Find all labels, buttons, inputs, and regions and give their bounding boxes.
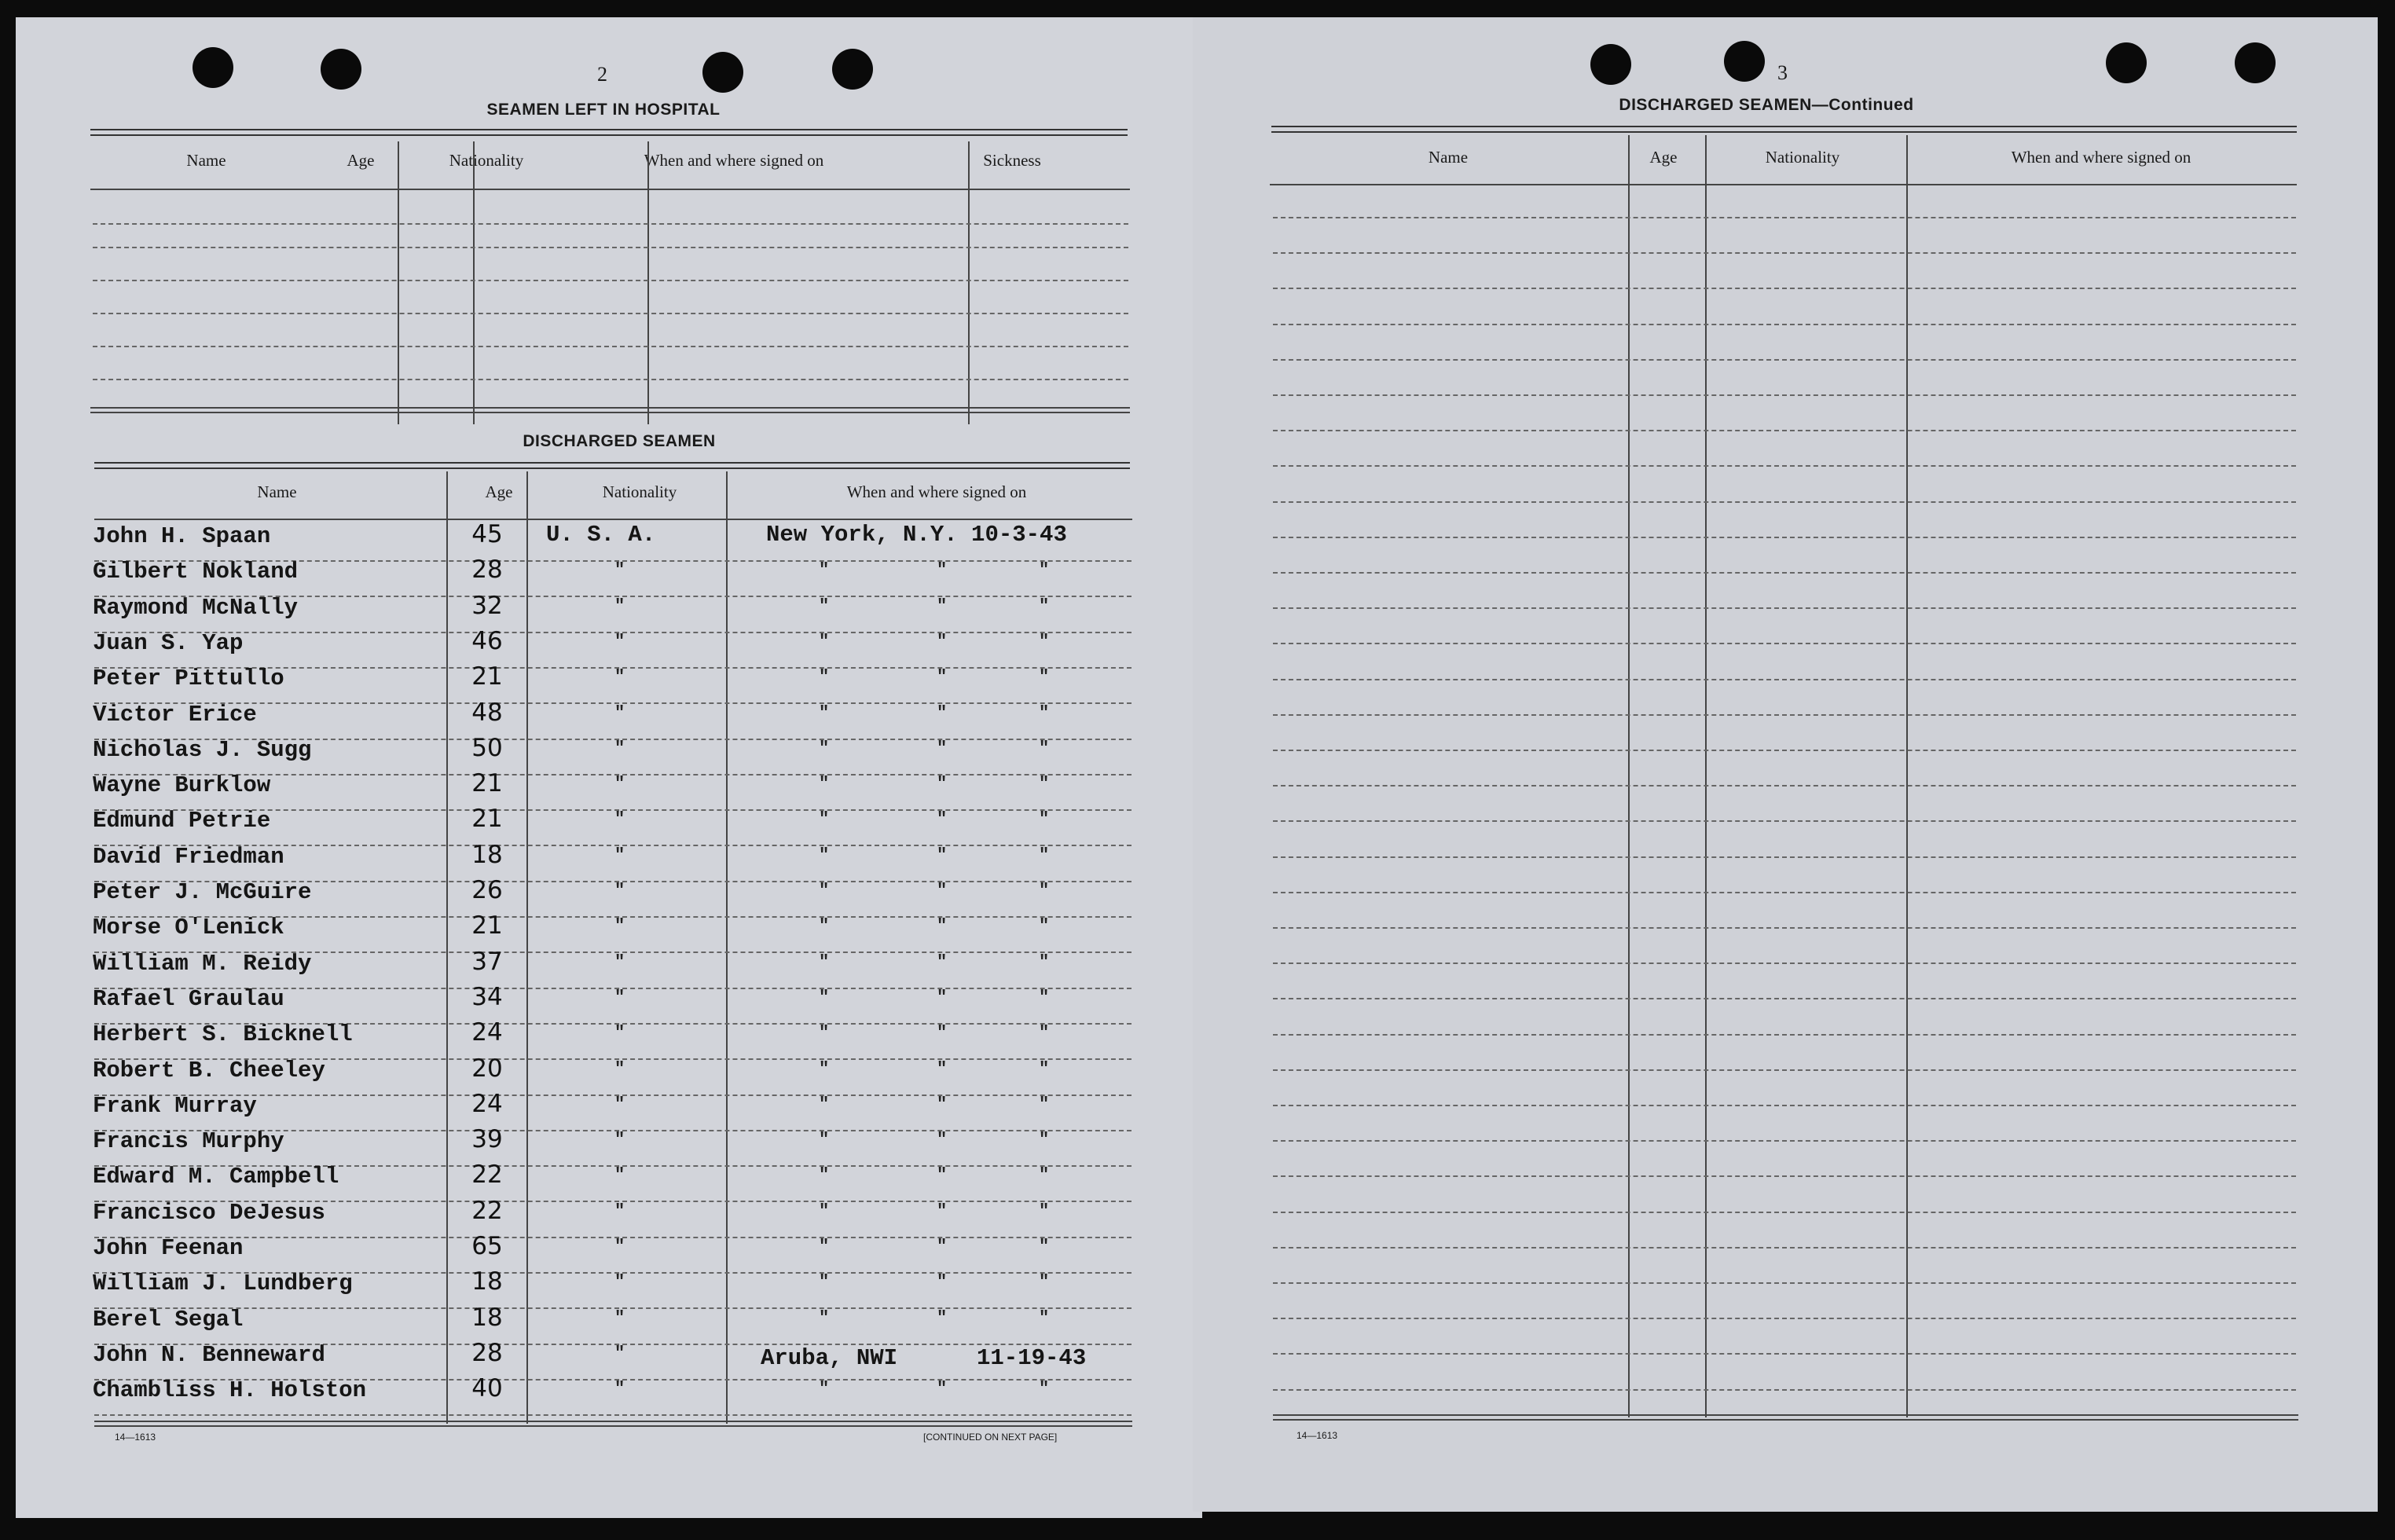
seaman-age: 18 bbox=[471, 841, 503, 869]
ditto-mark: " bbox=[937, 1379, 948, 1399]
header-rule bbox=[90, 189, 1130, 190]
seaman-name: Raymond McNally bbox=[93, 595, 299, 621]
right-page bbox=[1193, 17, 2378, 1512]
ditto-mark: " bbox=[614, 1130, 625, 1150]
rule bbox=[1271, 126, 2297, 133]
ruled-line bbox=[1273, 856, 2296, 858]
ditto-mark: " bbox=[819, 952, 830, 972]
ditto-mark: " bbox=[819, 703, 830, 723]
ruled-line bbox=[93, 379, 1128, 380]
ditto-mark: " bbox=[819, 1201, 830, 1221]
ditto-mark: " bbox=[819, 1130, 830, 1150]
ditto-mark: " bbox=[614, 774, 625, 794]
col-header-age: Age bbox=[347, 151, 375, 170]
seaman-name: Wayne Burklow bbox=[93, 772, 271, 798]
seaman-age: 40 bbox=[471, 1374, 503, 1402]
ditto-mark: " bbox=[819, 1094, 830, 1114]
page-title-main: DISCHARGED SEAMEN bbox=[1619, 96, 1812, 114]
ditto-mark: " bbox=[937, 560, 948, 580]
ruled-line bbox=[1273, 1175, 2296, 1177]
seaman-age: 28 bbox=[471, 556, 503, 584]
ditto-mark: " bbox=[937, 596, 948, 616]
ditto-mark: " bbox=[1039, 1023, 1050, 1043]
ruled-line bbox=[1273, 394, 2296, 396]
seaman-name: Peter J. McGuire bbox=[93, 879, 312, 905]
seaman-age: 46 bbox=[471, 627, 503, 655]
ditto-mark: " bbox=[1039, 1165, 1050, 1185]
rule bbox=[94, 1421, 1132, 1422]
seaman-age: 26 bbox=[471, 876, 503, 904]
ruled-line bbox=[93, 346, 1128, 347]
ditto-mark: " bbox=[937, 952, 948, 972]
seaman-age: 21 bbox=[471, 769, 503, 798]
ruled-line bbox=[1273, 217, 2296, 218]
seaman-age: 28 bbox=[471, 1339, 503, 1367]
col-header-name: Name bbox=[186, 151, 226, 170]
page-title-suffix: —Continued bbox=[1811, 96, 1914, 114]
ditto-mark: " bbox=[1039, 596, 1050, 616]
header-rule bbox=[1270, 184, 2297, 185]
ditto-mark: " bbox=[819, 881, 830, 900]
punch-hole bbox=[193, 47, 233, 88]
ditto-mark: " bbox=[937, 881, 948, 900]
ditto-mark: " bbox=[937, 1308, 948, 1328]
ditto-mark: " bbox=[1039, 703, 1050, 723]
seaman-name: Morse O'Lenick bbox=[93, 915, 284, 940]
ditto-mark: " bbox=[614, 1094, 625, 1114]
ditto-mark: " bbox=[614, 1237, 625, 1256]
ruled-line bbox=[1273, 1212, 2296, 1213]
ruled-line bbox=[1273, 288, 2296, 289]
ruled-line bbox=[1273, 359, 2296, 361]
ditto-mark: " bbox=[937, 703, 948, 723]
ruled-line bbox=[1273, 252, 2296, 254]
seaman-name: William M. Reidy bbox=[93, 951, 312, 977]
ruled-line bbox=[1273, 501, 2296, 503]
ditto-mark: " bbox=[937, 1165, 948, 1185]
ditto-mark: " bbox=[937, 739, 948, 758]
col-header-name: Name bbox=[257, 482, 297, 501]
seaman-name: Gilbert Nokland bbox=[93, 559, 299, 585]
ditto-mark: " bbox=[614, 1272, 625, 1292]
ruled-line bbox=[1273, 1353, 2296, 1355]
form-number: 14—1613 bbox=[115, 1432, 156, 1443]
ditto-mark: " bbox=[614, 1201, 625, 1221]
ditto-mark: " bbox=[614, 560, 625, 580]
seaman-age: 18 bbox=[471, 1304, 503, 1332]
ditto-mark: " bbox=[937, 1094, 948, 1114]
rule bbox=[90, 407, 1130, 409]
page-title bbox=[1193, 96, 2340, 115]
ditto-mark: " bbox=[819, 739, 830, 758]
col-header-age: Age bbox=[1649, 148, 1678, 167]
rule bbox=[1273, 1419, 2298, 1421]
column-divider bbox=[446, 471, 448, 1424]
col-header-nationality: Nationality bbox=[602, 482, 677, 501]
ruled-line bbox=[93, 280, 1128, 281]
ditto-mark: " bbox=[937, 1059, 948, 1079]
ditto-mark: " bbox=[937, 1272, 948, 1292]
ditto-mark: " bbox=[937, 667, 948, 687]
ruled-line bbox=[1273, 1069, 2296, 1071]
seaman-name: William J. Lundberg bbox=[93, 1270, 353, 1296]
header-rule bbox=[94, 519, 1132, 520]
col-header-signed-on: When and where signed on bbox=[2011, 148, 2191, 167]
ruled-line bbox=[94, 1307, 1131, 1309]
punch-hole bbox=[2235, 42, 2276, 83]
ditto-mark: " bbox=[1039, 916, 1050, 936]
ditto-mark: " bbox=[614, 952, 625, 972]
ruled-line bbox=[1273, 430, 2296, 431]
ditto-mark: " bbox=[614, 881, 625, 900]
ruled-line bbox=[1273, 785, 2296, 786]
left-page bbox=[16, 17, 1202, 1518]
ditto-mark: " bbox=[937, 916, 948, 936]
ruled-line bbox=[1273, 892, 2296, 893]
seaman-name: Berel Segal bbox=[93, 1307, 244, 1333]
ditto-mark: " bbox=[1039, 988, 1050, 1007]
seaman-name: Victor Erice bbox=[93, 702, 257, 728]
col-header-sickness: Sickness bbox=[983, 151, 1041, 170]
ditto-mark: " bbox=[1039, 667, 1050, 687]
col-header-nationality: Nationality bbox=[449, 151, 524, 170]
continued-note: [CONTINUED ON NEXT PAGE] bbox=[923, 1432, 1058, 1443]
seaman-name: Rafael Graulau bbox=[93, 986, 284, 1012]
signed-on-aruba-date: 11-19-43 bbox=[977, 1345, 1087, 1371]
seaman-age: 37 bbox=[471, 948, 503, 976]
ruled-line bbox=[1273, 643, 2296, 644]
seaman-name: John N. Benneward bbox=[93, 1342, 325, 1368]
ditto-mark: " bbox=[819, 667, 830, 687]
col-header-name: Name bbox=[1428, 148, 1469, 167]
ditto-mark: " bbox=[614, 1023, 625, 1043]
punch-hole bbox=[702, 52, 743, 93]
hospital-section-title: SEAMEN LEFT IN HOSPITAL bbox=[486, 101, 721, 119]
col-header-age: Age bbox=[485, 482, 513, 501]
ruled-line bbox=[94, 632, 1131, 633]
ruled-line bbox=[1273, 927, 2296, 929]
ditto-mark: " bbox=[1039, 881, 1050, 900]
ruled-line bbox=[1273, 1247, 2296, 1248]
ditto-mark: " bbox=[819, 1379, 830, 1399]
ditto-mark: " bbox=[819, 1023, 830, 1043]
ditto-mark: " bbox=[937, 1130, 948, 1150]
column-divider bbox=[968, 141, 970, 424]
ditto-mark: " bbox=[614, 1165, 625, 1185]
ruled-line bbox=[1273, 1140, 2296, 1142]
ditto-mark: " bbox=[614, 1059, 625, 1079]
seaman-name: Juan S. Yap bbox=[93, 630, 244, 656]
ditto-mark: " bbox=[937, 988, 948, 1007]
seaman-age: 22 bbox=[471, 1160, 503, 1189]
ditto-mark: " bbox=[1039, 1201, 1050, 1221]
ruled-line bbox=[1273, 324, 2296, 325]
ditto-mark: " bbox=[937, 1201, 948, 1221]
ditto-mark: " bbox=[819, 1059, 830, 1079]
ditto-mark: " bbox=[937, 774, 948, 794]
column-divider bbox=[1705, 135, 1707, 1417]
ruled-line bbox=[93, 247, 1128, 248]
seaman-name: Frank Murray bbox=[93, 1093, 257, 1119]
ruled-line bbox=[1273, 607, 2296, 609]
column-divider bbox=[473, 141, 475, 424]
ditto-mark: " bbox=[1039, 1272, 1050, 1292]
ditto-mark: " bbox=[614, 1308, 625, 1328]
seaman-name: Francisco DeJesus bbox=[93, 1200, 325, 1226]
ruled-line bbox=[1273, 537, 2296, 538]
punch-hole bbox=[1724, 41, 1765, 82]
seaman-age: 34 bbox=[471, 983, 503, 1011]
column-divider bbox=[1906, 135, 1908, 1417]
ruled-line bbox=[93, 223, 1128, 225]
seaman-age: 45 bbox=[471, 520, 503, 548]
ditto-mark: " bbox=[1039, 1094, 1050, 1114]
rule bbox=[90, 129, 1128, 136]
ditto-mark: " bbox=[937, 1023, 948, 1043]
ditto-mark: " bbox=[1039, 1308, 1050, 1328]
ditto-mark: " bbox=[819, 1237, 830, 1256]
ruled-line bbox=[94, 1414, 1131, 1416]
seaman-age: 24 bbox=[471, 1018, 503, 1047]
ditto-mark: " bbox=[614, 632, 625, 651]
seaman-age: 24 bbox=[471, 1090, 503, 1118]
column-divider bbox=[647, 141, 649, 424]
ditto-mark: " bbox=[614, 1344, 625, 1363]
form-number: 14—1613 bbox=[1297, 1430, 1338, 1441]
col-header-nationality: Nationality bbox=[1765, 148, 1840, 167]
column-divider bbox=[726, 471, 728, 1424]
ditto-mark: " bbox=[819, 809, 830, 829]
ditto-mark: " bbox=[614, 845, 625, 865]
ruled-line bbox=[1273, 1389, 2296, 1391]
ruled-line bbox=[1273, 750, 2296, 751]
ditto-mark: " bbox=[819, 1308, 830, 1328]
ditto-mark: " bbox=[614, 596, 625, 616]
ditto-mark: " bbox=[1039, 1379, 1050, 1399]
page-number: 3 bbox=[1777, 61, 1788, 84]
seaman-name: Chambliss H. Holston bbox=[93, 1377, 367, 1403]
ditto-mark: " bbox=[937, 809, 948, 829]
ditto-mark: " bbox=[1039, 845, 1050, 865]
seaman-name: Herbert S. Bicknell bbox=[93, 1021, 353, 1047]
seaman-age: 65 bbox=[471, 1232, 503, 1260]
col-header-signed-on: When and where signed on bbox=[644, 151, 824, 170]
ditto-mark: " bbox=[614, 739, 625, 758]
ditto-mark: " bbox=[1039, 809, 1050, 829]
ditto-mark: " bbox=[819, 916, 830, 936]
ditto-mark: " bbox=[1039, 632, 1050, 651]
ditto-mark: " bbox=[1039, 952, 1050, 972]
seaman-age: 50 bbox=[471, 734, 503, 762]
ditto-mark: " bbox=[1039, 1237, 1050, 1256]
punch-hole bbox=[832, 49, 873, 90]
page-number: 2 bbox=[597, 63, 607, 86]
seaman-age: 21 bbox=[471, 911, 503, 940]
nationality-usa: U. S. A. bbox=[546, 522, 656, 548]
ditto-mark: " bbox=[819, 774, 830, 794]
ditto-mark: " bbox=[819, 1165, 830, 1185]
ditto-mark: " bbox=[1039, 739, 1050, 758]
column-divider bbox=[1628, 135, 1630, 1417]
ruled-line bbox=[1273, 1318, 2296, 1319]
punch-hole bbox=[1590, 44, 1631, 85]
seaman-age: 21 bbox=[471, 805, 503, 833]
punch-hole bbox=[321, 49, 361, 90]
ditto-mark: " bbox=[1039, 774, 1050, 794]
ditto-mark: " bbox=[819, 560, 830, 580]
ruled-line bbox=[94, 1237, 1131, 1238]
ditto-mark: " bbox=[937, 1237, 948, 1256]
ditto-mark: " bbox=[614, 988, 625, 1007]
ditto-mark: " bbox=[937, 632, 948, 651]
seaman-name: Robert B. Cheeley bbox=[93, 1058, 325, 1084]
seaman-age: 18 bbox=[471, 1267, 503, 1296]
ruled-line bbox=[1273, 1282, 2296, 1284]
ruled-line bbox=[1273, 679, 2296, 680]
seaman-name: Edward M. Campbell bbox=[93, 1164, 339, 1190]
seaman-age: 22 bbox=[471, 1197, 503, 1225]
signed-on-new-york: New York, N.Y. 10-3-43 bbox=[766, 522, 1067, 548]
seaman-name: John Feenan bbox=[93, 1235, 244, 1261]
ditto-mark: " bbox=[614, 667, 625, 687]
ruled-line bbox=[1273, 1034, 2296, 1036]
ditto-mark: " bbox=[614, 1379, 625, 1399]
seaman-name: Peter Pittullo bbox=[93, 666, 284, 691]
ditto-mark: " bbox=[819, 988, 830, 1007]
rule bbox=[94, 462, 1130, 469]
discharged-section-title: DISCHARGED SEAMEN bbox=[523, 432, 716, 450]
ditto-mark: " bbox=[819, 596, 830, 616]
seaman-age: 21 bbox=[471, 662, 503, 691]
seaman-name: David Friedman bbox=[93, 844, 284, 870]
col-header-signed-on: When and where signed on bbox=[846, 482, 1027, 501]
ditto-mark: " bbox=[819, 632, 830, 651]
ruled-line bbox=[1273, 962, 2296, 964]
seaman-name: Edmund Petrie bbox=[93, 808, 271, 834]
ditto-mark: " bbox=[819, 1272, 830, 1292]
column-divider bbox=[398, 141, 399, 424]
ditto-mark: " bbox=[819, 845, 830, 865]
ruled-line bbox=[1273, 1105, 2296, 1106]
rule bbox=[1273, 1414, 2298, 1416]
rule bbox=[90, 412, 1130, 413]
seaman-age: 48 bbox=[471, 698, 503, 727]
ruled-line bbox=[1273, 998, 2296, 999]
ruled-line bbox=[1273, 714, 2296, 716]
seaman-age: 20 bbox=[471, 1054, 503, 1083]
ditto-mark: " bbox=[1039, 1059, 1050, 1079]
rule bbox=[94, 1425, 1132, 1427]
ruled-line bbox=[93, 313, 1128, 314]
ditto-mark: " bbox=[1039, 1130, 1050, 1150]
seaman-name: Francis Murphy bbox=[93, 1128, 284, 1154]
ditto-mark: " bbox=[614, 916, 625, 936]
signed-on-aruba: Aruba, NWI bbox=[761, 1345, 898, 1371]
ruled-line bbox=[1273, 465, 2296, 467]
seaman-age: 39 bbox=[471, 1125, 503, 1153]
seaman-age: 32 bbox=[471, 592, 503, 620]
ditto-mark: " bbox=[614, 809, 625, 829]
column-divider bbox=[526, 471, 528, 1424]
seaman-name: John H. Spaan bbox=[93, 523, 271, 549]
seaman-name: Nicholas J. Sugg bbox=[93, 737, 312, 763]
ruled-line bbox=[1273, 572, 2296, 574]
ditto-mark: " bbox=[614, 703, 625, 723]
ditto-mark: " bbox=[1039, 560, 1050, 580]
punch-hole bbox=[2106, 42, 2147, 83]
ditto-mark: " bbox=[937, 845, 948, 865]
ruled-line bbox=[1273, 820, 2296, 822]
